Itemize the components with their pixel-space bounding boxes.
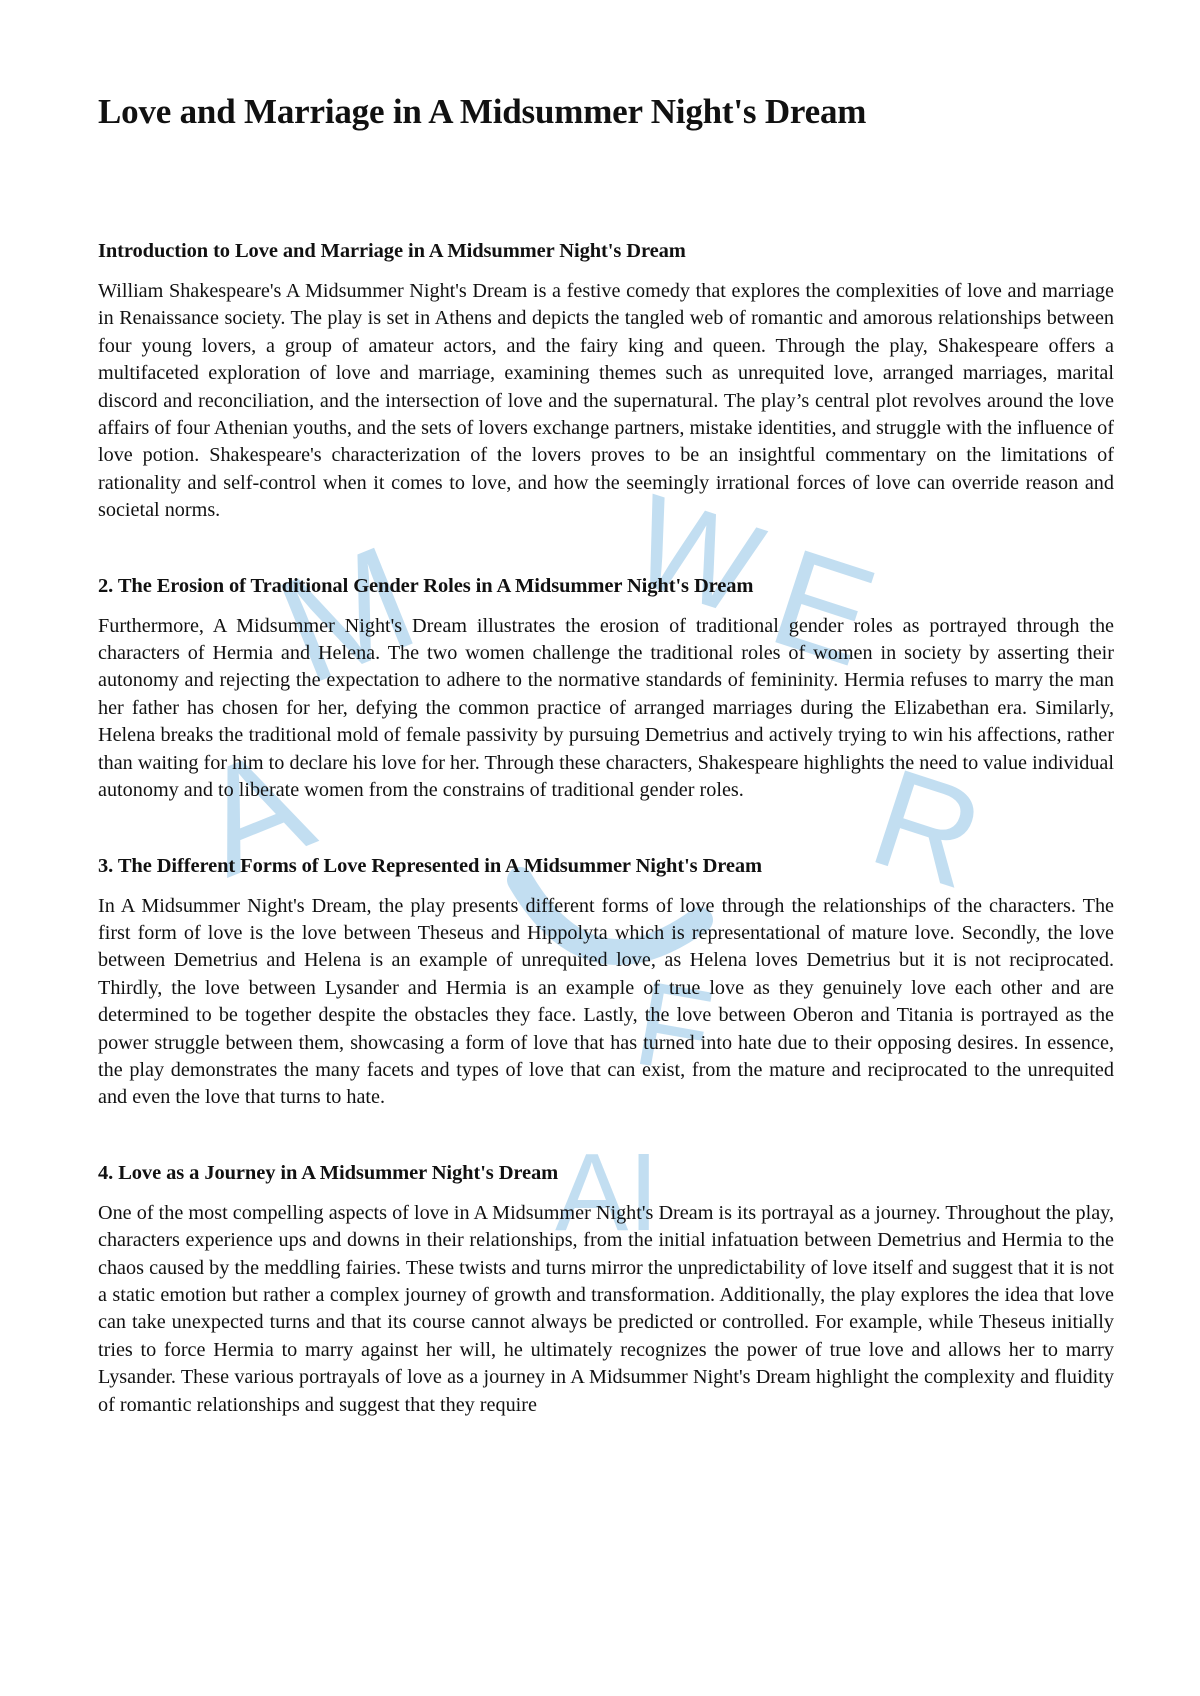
section-heading: 4. Love as a Journey in A Midsummer Night's Dream [98,1161,559,1184]
section-paragraph: Furthermore, A Midsummer Night's Dream illustrates the erosion of traditional gender roles as portrayed through the characters of Hermia and Helena. The two women challenge the traditional roles of women in society by asserting their autonomy and rejecting the expectation to adhere to the normative standards of femininity. Hermia refuses to marry the man her father has chosen for her, defying the common practice of arranged marriages during the Elizabethan era. Similarly, Helena breaks the traditional mold of female passivity by pursuing Demetrius and actively trying to win his affections, rather than waiting for him to declare his love for her. Through these characters, Shakespeare highlights the need to value individual autonomy and to liberate women from the constrains of traditional gender roles. [98,614,1114,802]
section-introduction [98,236,1114,525]
section-paragraph: In A Midsummer Night's Dream, the play presents different forms of love through the relationships of the characters. The first form of love is the love between Theseus and Hippolyta which is representational of mature love. Secondly, the love between Demetrius and Helena is an example of unrequited love, as Helena loves Demetrius but it is not reciprocated. Thirdly, the love between Lysander and Hermia is an example of true love as they genuinely love each other and are determined to be together despite the obstacles they face. Lastly, the love between Oberon and Titania is portrayed as the power struggle between them, showcasing a form of love that has turned into hate due to their opposing desires. In essence, the play demonstrates the many facets and types of love that can exist, from the mature and reciprocated to the unrequited and even the love that turns to hate. [98,894,1114,1109]
watermark-letter-m: M [257,512,437,716]
watermark-letter-f: F [625,955,722,1101]
document-title: Love and Marriage in A Midsummer Night's Dream [98,92,867,131]
watermark-letter-w: W [615,466,778,644]
section-forms-of-love [98,851,1114,1112]
section-love-as-journey [98,1158,1114,1419]
section-heading: Introduction to Love and Marriage in A Midsummer Night's Dream [98,240,686,262]
section-heading: 3. The Different Forms of Love Represented in A Midsummer Night's Dream [98,854,763,877]
watermark-letter-r: R [855,737,1000,919]
section-paragraph: William Shakespeare's A Midsummer Night's Dream is a festive comedy that explores the complexities of love and marriage in Renaissance society. The play is set in Athens and depicts the tangled web of romantic and amorous relationships between four young lovers, a group of amateur actors, and the fairy king and queen. Through the play, Shakespeare offers a multifaceted exploration of love and marriage, examining themes such as unrequited love, arranged marriages, marital discord and reconciliation, and the intersection of love and the supernatural. The play’s central plot revolves around the love affairs of four Athenian youths, and the sets of lovers exchange partners, mistake identities, and struggle with the influence of love potion. Shakespeare's characterization of the lovers proves to be an insightful commentary on the limitations of rationality and self-control when it comes to love, and how the seemingly irrational forces of love can override reason and societal norms. [98,280,1114,522]
watermark-letter-a: A [175,714,332,908]
watermark-letter-e: E [755,517,893,696]
section-paragraph: One of the most compelling aspects of love in A Midsummer Night's Dream is its portrayal as a journey. Throughout the play, characters experience ups and downs in their relationships, from the initial infatuation between Demetrius and Hermia to the chaos caused by the meddling fairies. These twists and turns mirror the unpredictability of love itself and suggest that it is not a static emotion but rather a complex journey of growth and transformation. Additionally, the play explores the idea that love can take unexpected turns and that its course cannot always be predicted or controlled. For example, while Theseus initially tries to force Hermia to marry against her will, he ultimately recognizes the power of true love and allows her to marry Lysander. These various portrayals of love as a journey in A Midsummer Night's Dream highlight the complexity and fluidity of romantic relationships and suggest that they require [98,1201,1114,1416]
document-page [98,88,1114,1419]
watermark-letter-ai: AI [555,1131,659,1254]
section-gender-roles [98,571,1114,805]
section-heading: 2. The Erosion of Traditional Gender Roles in A Midsummer Night's Dream [98,574,754,597]
